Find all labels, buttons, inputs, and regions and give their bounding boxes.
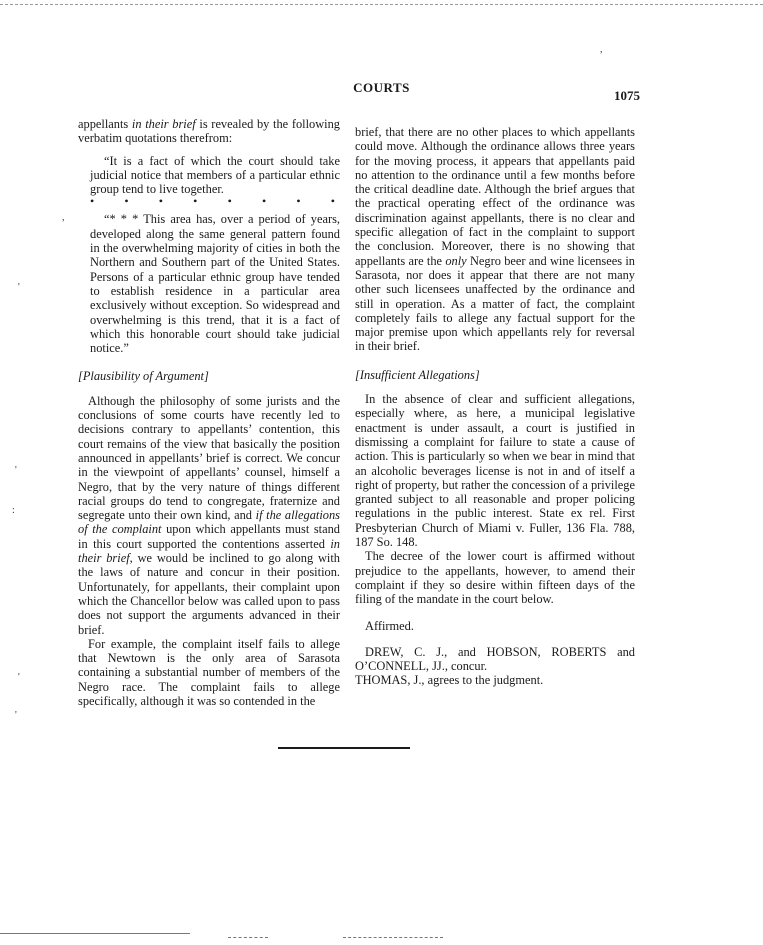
margin-speck: ' [15,465,17,476]
intro-text-b: is revealed by the following verbatim quotations therefrom: [78,117,340,146]
para-text-italic: only [445,253,467,268]
intro-text-a: appellants [78,117,132,131]
body-paragraph [355,125,635,354]
margin-speck: , [600,44,603,55]
disposition: Affirmed. [365,618,414,633]
margin-speck: ' [15,710,17,721]
bottom-scan-line [228,937,268,938]
page-number: 1075 [614,88,640,103]
margin-speck: : [12,505,15,516]
para-text: Negro beer and wine licensees in Sarasota, nor does it appear that there are not many other such licensees unaffected by the ordinance and still in operation. As a matter of fact, the complaint completely fails to allege any factual support for the major premise upon which appellants rely for reversal in their brief. [355,253,635,354]
concurrence-thomas: THOMAS, J., agrees to the judgment. [355,673,544,688]
running-head: COURTS [353,80,410,95]
body-paragraph: In the absence of clear and sufficient allegations, especially where, as here, a municipal legislative enactment is under assault, a court is justified in dismissing a complaint for failure to state a cause of action. This is particularly so when we bear in mind that an alcoholic beverages license is not in and of itself a right of property, but rather the concession of a privilege granted subject to all reasonable and proper policing regulations in the public interest. State ex rel. First Presbyterian Church of Miami v. Fuller, 136 Fla. 788, 187 So. 148. [355,392,635,550]
section-heading-insufficient: [Insufficient Allegations] [355,367,480,382]
para-text: brief, that there are no other places to which appellants could move. Although the ordinance allows three years for the moving process, it appears that appellants paid no attention to the ordinance until a few months before the critical deadline date. Although the brief argues that the practical operating effect of the ordinance was discrimination against appellants, there is no clear and specific allegation of fact in the complaint to support the conclusion. Moreover, there is no showing that appellants are the [355,125,635,268]
margin-speck: ' [18,672,20,683]
left-column [78,117,340,708]
bottom-scan-line [343,937,443,938]
top-scan-edge [0,4,763,5]
para-text-italic: in their brief [78,536,340,566]
body-paragraph: The decree of the lower court is affirmed without prejudice to the appellants, however, to amend their complaint if they so desire within fifteen days of the filing of the mandate in the court below. [355,549,635,607]
section-heading-plausibility: [Plausibility of Argument] [78,369,209,384]
quote-paragraph-2: “* * * This area has, over a period of years, developed along the same general pattern found in the overwhelming majority of cities in both the Northern and Southern part of the United States. Persons of a particular ethnic group have tended to establish residence in a particular area exclusively without exception. So widespread and overwhelming is this trend, that it is a fact of which this honorable court should take judicial notice.” [90,212,340,356]
body-paragraph: For example, the complaint itself fails to allege that Newtown is the only area of Sarasota containing a substantial number of members of the Negro race. The complaint fails to allege specifically, although it was so contended in the [78,636,340,708]
margin-speck: ' [18,282,20,293]
block-quote [78,154,340,356]
ellipsis-dots: • • • • • • • • [90,194,335,209]
right-column [355,125,635,688]
bottom-scan-line [0,933,190,934]
para-text-italic: if the allegations of the complaint [78,508,340,537]
margin-speck: , [62,212,65,223]
para-text: Although the philosophy of some jurists and the conclusions of some courts have recently led to decisions contrary to appellants’ contention, this court remains of the view that basically the position announced in appellants’ brief is correct. We concur in the viewpoint of appellants’ counsel, himself a Negro, that by the very nature of things different racial groups do tend to congregate, fraternize and segregate unto their own kind, and [78,393,340,523]
intro-paragraph [78,117,340,146]
intro-text-italic: in their brief [131,117,196,131]
end-of-opinion-rule [278,747,410,749]
para-text: upon which appellants must stand in this court supported the contentions asserted [78,522,340,551]
concurrence: DREW, C. J., and HOBSON, ROBERTS and O’CONNELL, JJ., concur. [355,644,635,674]
quote-paragraph-1: “It is a fact of which the court should take judicial notice that members of a particular ethnic group tend to live together. [90,153,340,197]
body-paragraph [78,394,340,637]
para-text: , we would be inclined to go along with the laws of nature and concur in their position. Unfortunately, for appellants, their complaint upon which the Chancellor below was called upon to pass does not support the arguments advanced in their brief. [78,551,340,637]
